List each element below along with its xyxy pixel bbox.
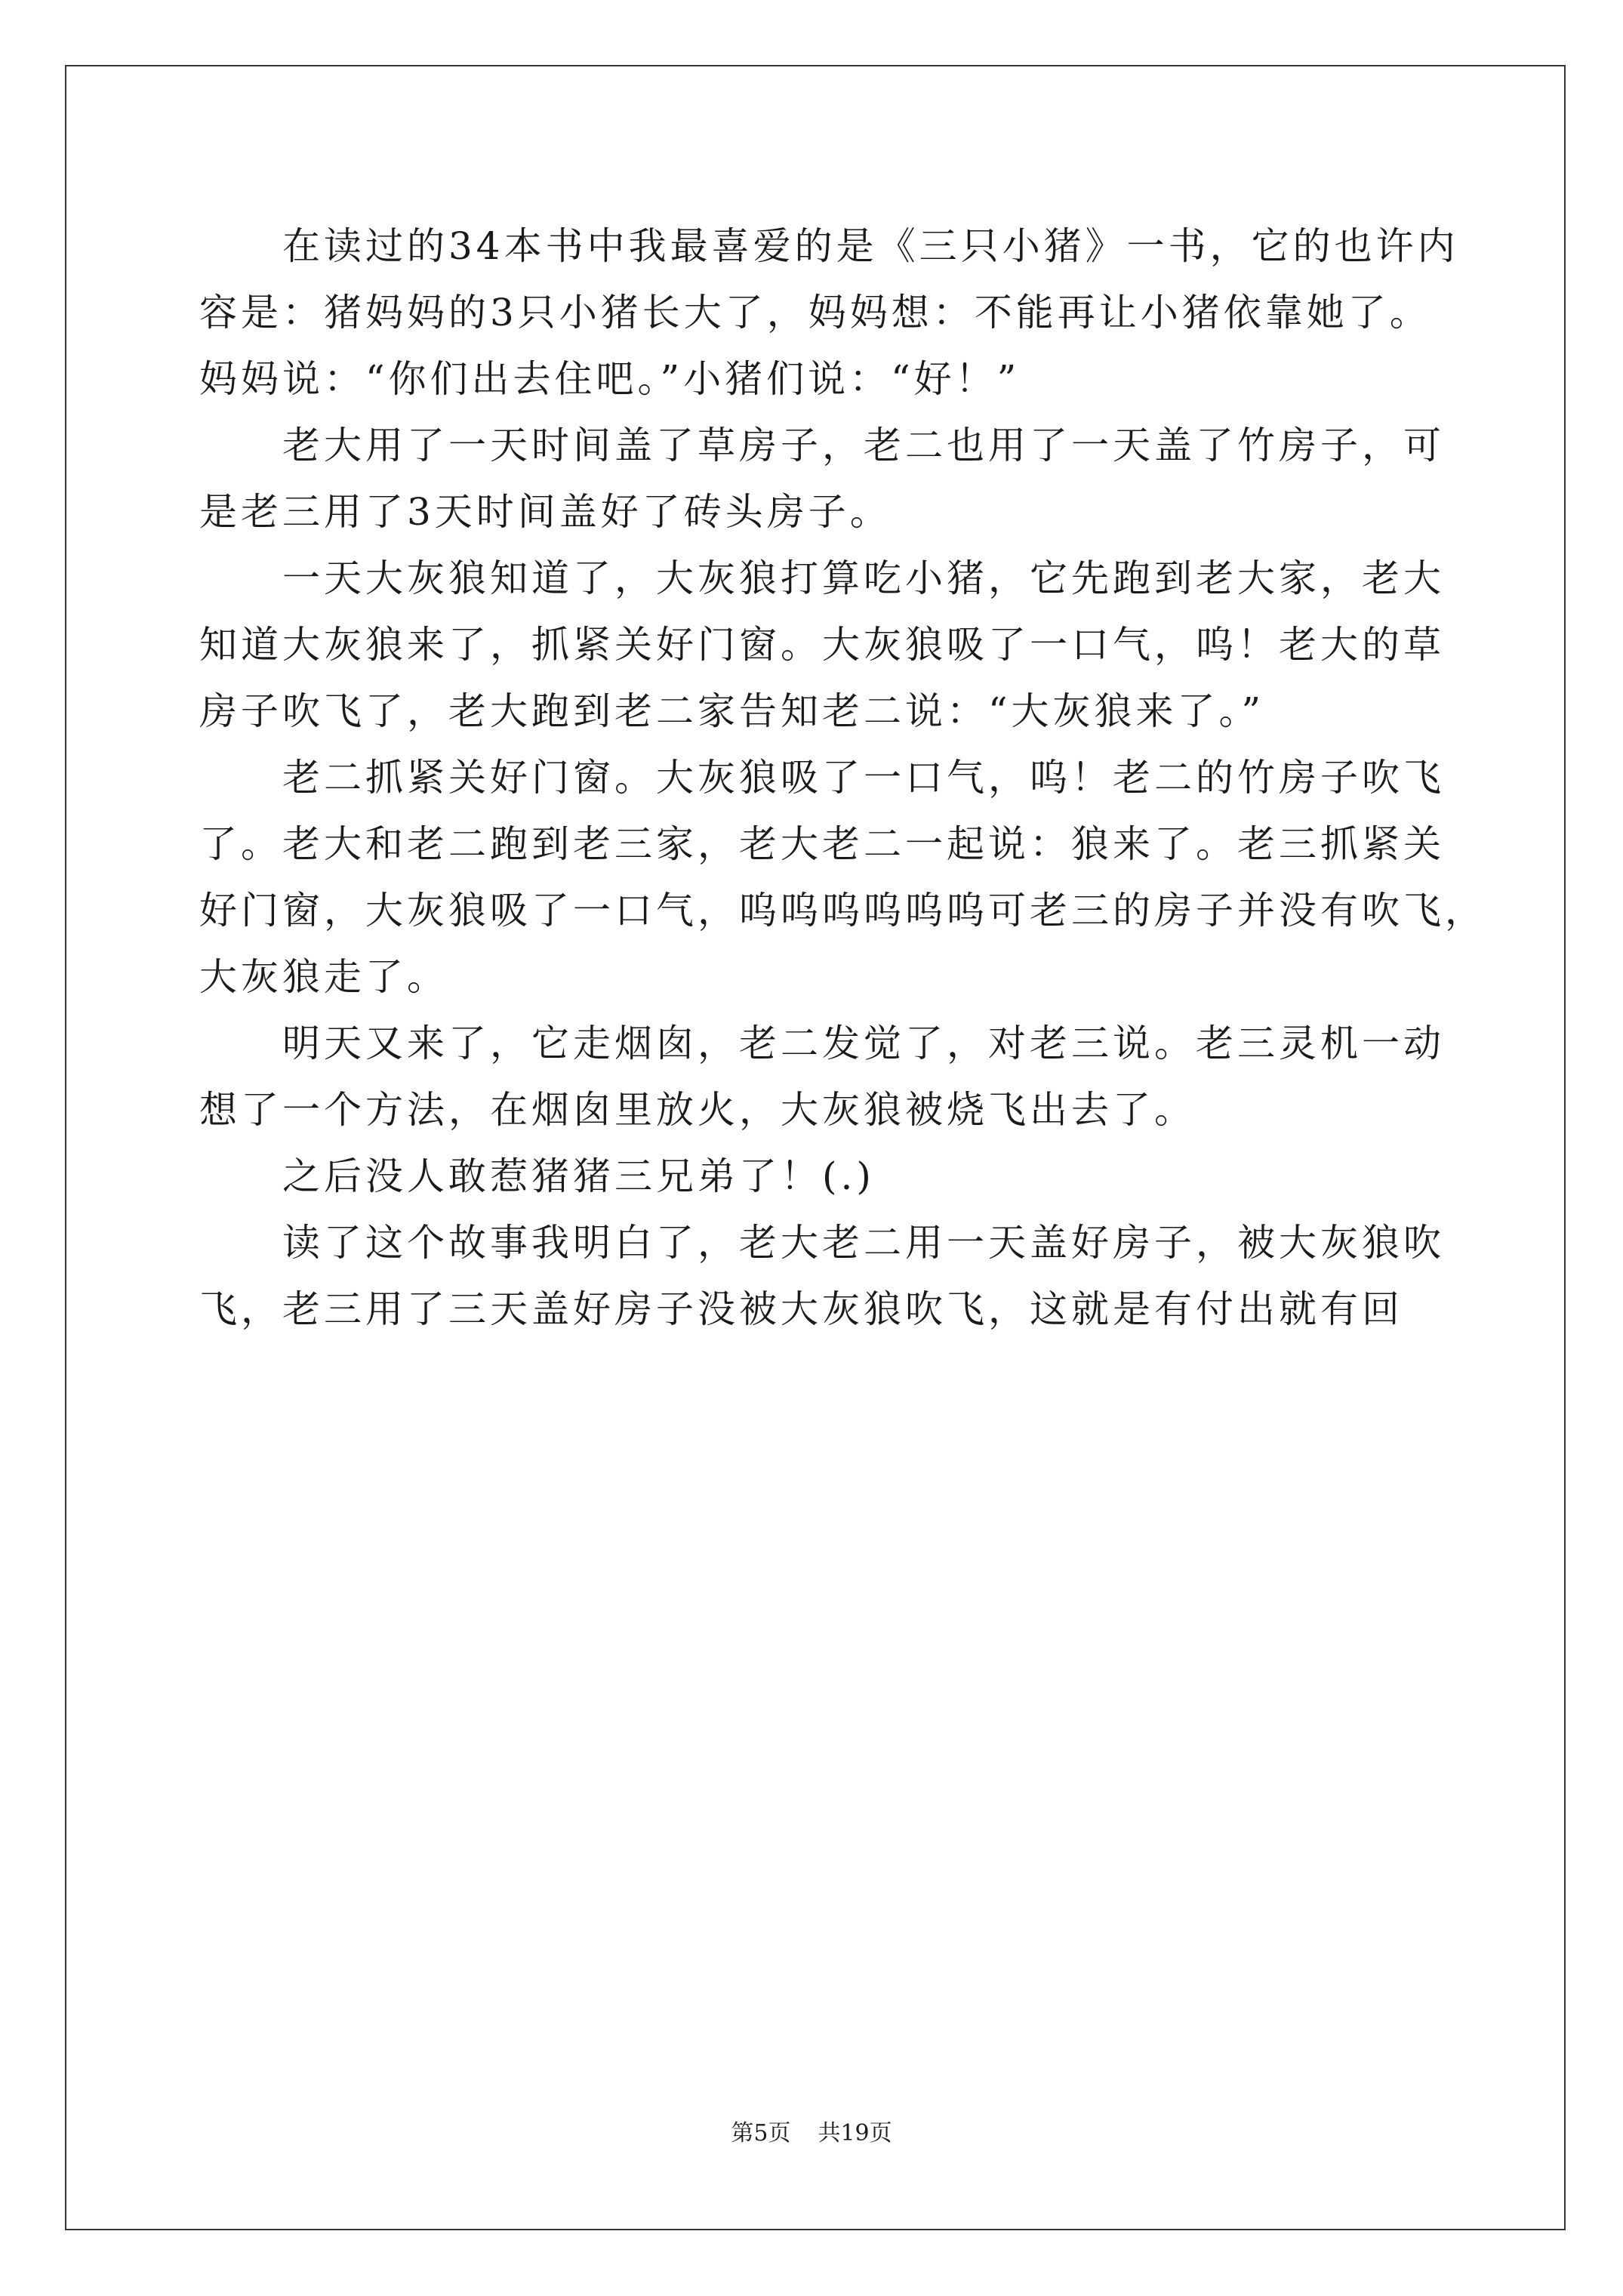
text-line: 想了一个方法，在烟囱里放火，大灰狼被烧飞出去了。 [199,1088,1196,1132]
page-number: 第5页 [731,2120,791,2147]
page-total: 共19页 [818,2120,892,2147]
text-line: 明天又来了，它走烟囱，老二发觉了，对老三说。老三灵机一动 [282,1022,1445,1065]
page-footer [0,2114,1623,2147]
text-line: 之后没人敢惹猪猪三兄弟了！(.) [282,1154,875,1198]
text-line: 了。老大和老二跑到老三家，老大老二一起说：狼来了。老三抓紧关 [199,822,1445,866]
text-line: 在读过的34本书中我最喜爱的是《三只小猪》一书，它的也许内 [282,224,1459,268]
document-body [199,213,1486,1342]
text-line: 飞，老三用了三天盖好房子没被大灰狼吹飞，这就是有付出就有回 [199,1287,1403,1331]
text-line: 好门窗，大灰狼吸了一口气，呜呜呜呜呜呜可老三的房子并没有吹飞， [199,889,1486,932]
text-line: 大灰狼走了。 [199,955,448,999]
text-line: 房子吹飞了，老大跑到老二家告知老二说：“大灰狼来了。” [199,689,1265,733]
text-line: 知道大灰狼来了，抓紧关好门窗。大灰狼吸了一口气，呜！老大的草 [199,623,1445,667]
text-line: 妈妈说：“你们出去住吧。”小猪们说：“好！” [199,357,1021,401]
text-line: 老大用了一天时间盖了草房子，老二也用了一天盖了竹房子，可 [282,424,1445,467]
text-line: 读了这个故事我明白了，老大老二用一天盖好房子，被大灰狼吹 [282,1221,1445,1265]
text-line: 一天大灰狼知道了，大灰狼打算吃小猪，它先跑到老大家，老大 [282,556,1445,600]
text-line: 老二抓紧关好门窗。大灰狼吸了一口气，呜！老二的竹房子吹飞 [282,756,1445,800]
text-line: 是老三用了3天时间盖好了砖头房子。 [199,490,892,534]
text-line: 容是：猪妈妈的3只小猪长大了，妈妈想：不能再让小猪依靠她了。 [199,291,1431,334]
